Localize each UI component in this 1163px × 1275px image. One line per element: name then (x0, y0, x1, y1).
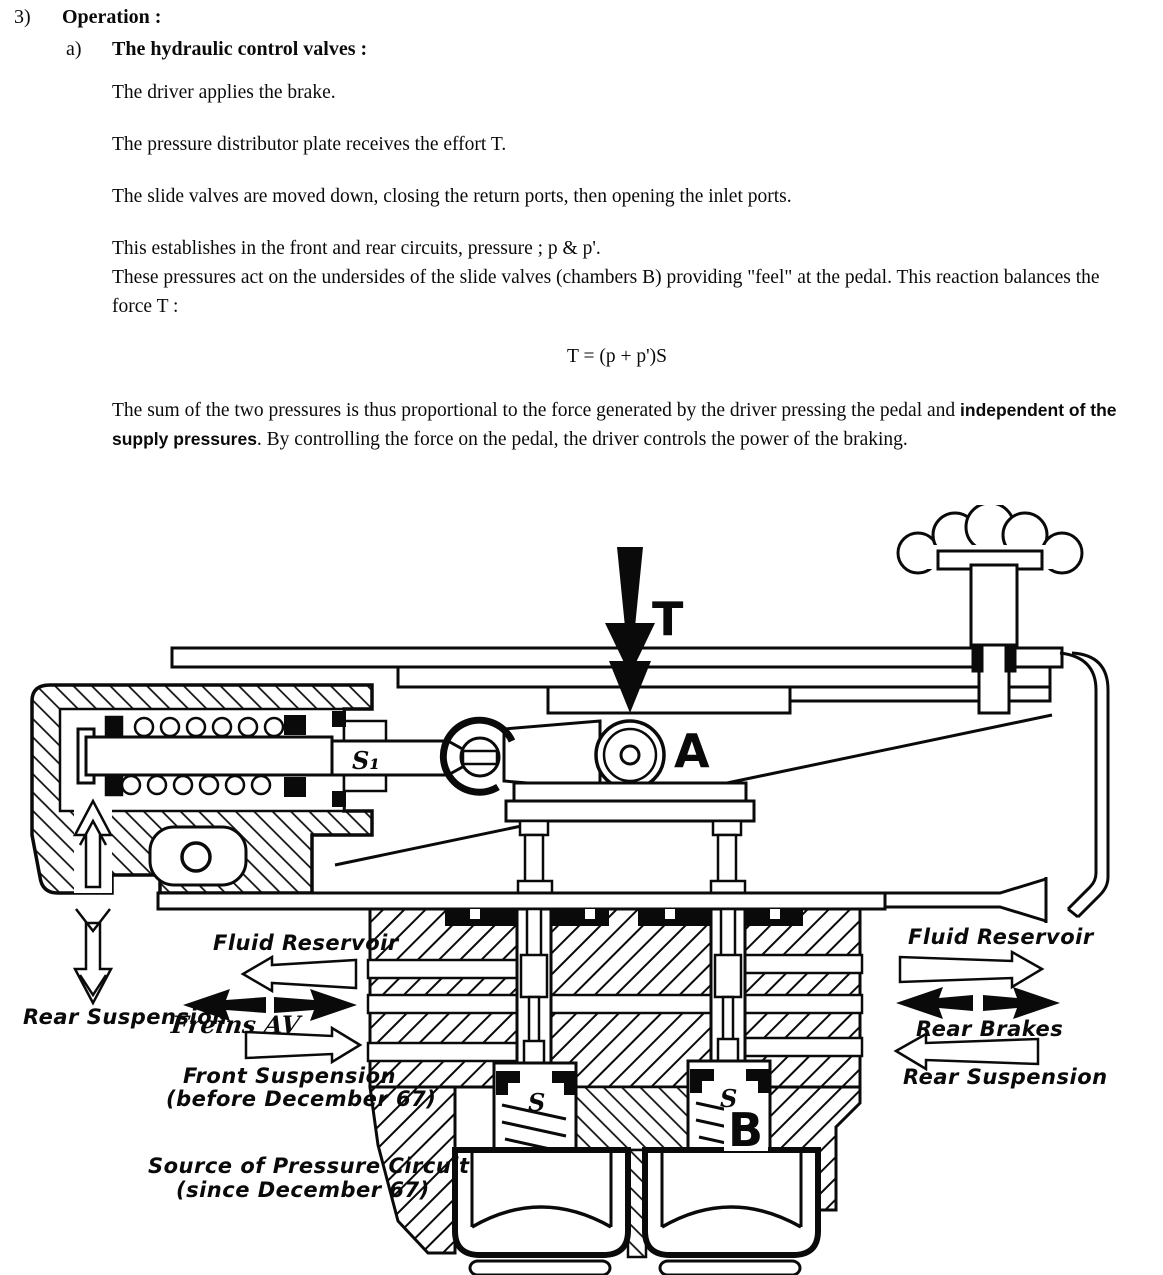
clevis-hook (443, 720, 600, 792)
push-rod-right (711, 821, 745, 897)
paragraph-1: The driver applies the brake. (112, 82, 336, 103)
label-fluid-reservoir-left: Fluid Reservoir (213, 931, 399, 955)
label-rear-suspension-right: Rear Suspension (903, 1065, 1108, 1089)
label-rear-suspension-left: Rear Suspension (23, 1005, 228, 1029)
paragraph-3: The slide valves are moved down, closing the return ports, then opening the inlet ports. (112, 186, 792, 207)
suspension-down-arrow (75, 909, 111, 1003)
formula: T = (p + p')S (567, 346, 667, 367)
hydraulic-valve-diagram (0, 505, 1163, 1275)
rear-brakes-arrow (896, 987, 1060, 1019)
reservoir-pipe (885, 877, 1046, 923)
section-heading (0, 0, 1163, 60)
paragraph-5 (112, 396, 1122, 454)
subsection-letter: a) (66, 38, 82, 60)
label-rear-brakes: Rear Brakes (916, 1017, 1064, 1041)
section-title: Operation : (62, 6, 162, 28)
label-s1: S₁ (352, 746, 380, 775)
paragraph-5-post: . By controlling the force on the pedal, the driver controls the power of the braking. (256, 429, 908, 450)
paragraph-4b: These pressures act on the undersides of the slide valves (chambers B) providing "feel" at the pedal. This reaction balances the force T : (112, 267, 1100, 317)
control-rod (78, 729, 466, 783)
deck-plate (158, 893, 885, 909)
label-effort-t: T (652, 592, 684, 646)
cup-right (645, 1150, 818, 1255)
paragraph-5-bold: independent of the supply pressures (112, 400, 1117, 449)
label-spring-s-right: S (720, 1084, 738, 1113)
paragraph-4a: This establishes in the front and rear circuits, pressure ; p & p'. (112, 238, 601, 259)
cup-base-left (470, 1261, 610, 1275)
label-fluid-reservoir-right: Fluid Reservoir (908, 925, 1094, 949)
pivot-hole (182, 843, 210, 871)
cup-base-right (660, 1261, 800, 1275)
subsection-title: The hydraulic control valves : (112, 38, 368, 60)
push-rod-left (518, 821, 552, 897)
label-source-2: (since December 67) (176, 1178, 430, 1202)
body-text (112, 78, 1122, 454)
fluid-reservoir-left-arrow (243, 957, 356, 991)
label-front-suspension-2: (before December 67) (166, 1087, 437, 1111)
label-spring-s-left: S (528, 1088, 546, 1117)
frame-bracket (1060, 653, 1108, 917)
label-chamber-b: B (728, 1103, 764, 1157)
paragraph-2: The pressure distributor plate receives the effort T. (112, 134, 507, 155)
label-freins-av: Freins AV (169, 1010, 302, 1039)
paragraph-5-pre: The sum of the two pressures is thus proportional to the force generated by the driver pressing the pedal and (112, 400, 961, 421)
cup-left (455, 1150, 628, 1255)
label-source-1: Source of Pressure Circuit (148, 1154, 470, 1178)
label-front-suspension-1: Front Suspension (183, 1064, 396, 1088)
label-roller-a: A (674, 724, 710, 778)
fluid-reservoir-right-arrow (900, 952, 1042, 987)
roller-a (596, 721, 664, 789)
distributor-plate (506, 783, 754, 821)
link-bar (504, 721, 600, 789)
section-number: 3) (14, 6, 31, 28)
